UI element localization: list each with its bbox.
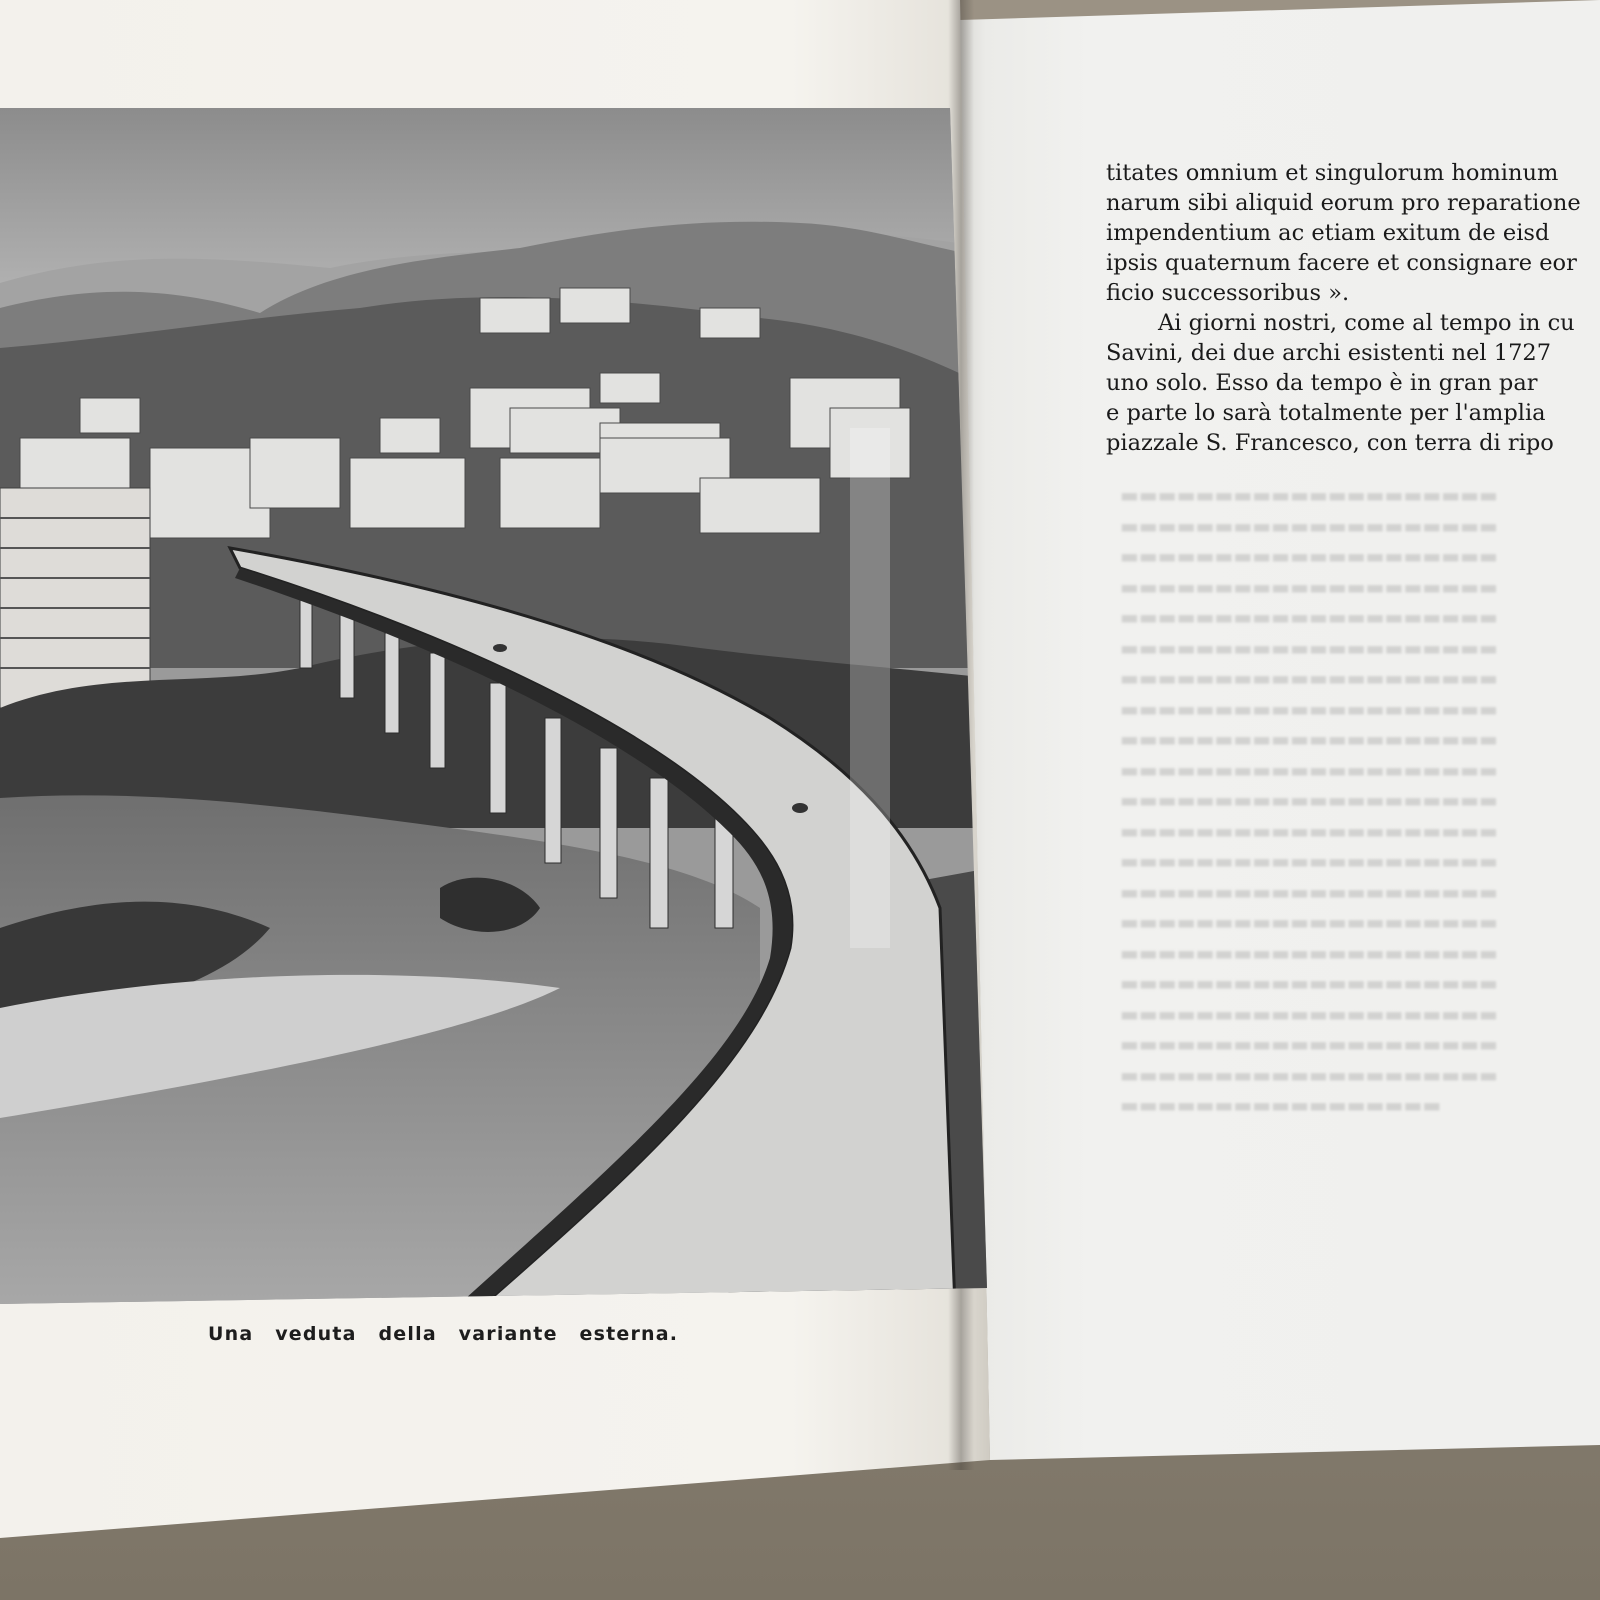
ghost-line: ▬▬▬▬▬▬▬▬▬▬▬▬▬▬▬▬▬▬▬▬ — [1120, 544, 1498, 568]
text-line: Savini, dei due archi esistenti nel 1727 — [1106, 340, 1552, 366]
apartment-block — [0, 488, 150, 708]
ghost-line: ▬▬▬▬▬▬▬▬▬▬▬▬▬▬▬▬▬▬▬▬ — [1120, 757, 1498, 782]
right-page-text — [1106, 158, 1600, 458]
ghost-line: ▬▬▬▬▬▬▬▬▬▬▬▬▬▬▬▬▬▬▬▬ — [1120, 1032, 1498, 1056]
text-line: narum sibi aliquid eorum pro reparatione — [1106, 190, 1581, 216]
ghost-line: ▬▬▬▬▬▬▬▬▬▬▬▬▬▬▬▬▬▬▬▬ — [1120, 513, 1498, 538]
car — [493, 644, 507, 652]
ghost-line: ▬▬▬▬▬▬▬▬▬▬▬▬▬▬▬▬▬▬▬▬ — [1120, 605, 1498, 629]
car — [792, 803, 808, 813]
text-line: impendentium ac etiam exitum de eisd — [1106, 220, 1550, 246]
ghost-line: ▬▬▬▬▬▬▬▬▬▬▬▬▬▬▬▬▬▬▬▬ — [1120, 1062, 1498, 1087]
ghost-line: ▬▬▬▬▬▬▬▬▬▬▬▬▬▬▬▬▬▬▬▬ — [1120, 940, 1498, 965]
ghost-line: ▬▬▬▬▬▬▬▬▬▬▬▬▬▬▬▬▬▬▬▬ — [1120, 635, 1498, 660]
text-line: ipsis quaternum facere et consignare eor — [1106, 250, 1577, 276]
photo-caption: Una veduta della variante esterna. — [208, 1323, 679, 1345]
text-line: titates omnium et singulorum hominum — [1106, 160, 1559, 186]
photo-illustration — [0, 108, 987, 1304]
ghost-line: ▬▬▬▬▬▬▬▬▬▬▬▬▬▬▬▬▬▬▬▬ — [1120, 483, 1498, 507]
ghost-line: ▬▬▬▬▬▬▬▬▬▬▬▬▬▬▬▬▬▬▬▬ — [1120, 727, 1498, 751]
ghost-line: ▬▬▬▬▬▬▬▬▬▬▬▬▬▬▬▬▬▬▬▬ — [1120, 696, 1498, 721]
ghost-line: ▬▬▬▬▬▬▬▬▬▬▬▬▬▬▬▬▬▬▬▬ — [1120, 1001, 1498, 1026]
text-line: uno solo. Esso da tempo è in gran par — [1106, 370, 1538, 396]
ghost-line: ▬▬▬▬▬▬▬▬▬▬▬▬▬▬▬▬▬▬▬▬ — [1120, 879, 1498, 904]
ghost-line: ▬▬▬▬▬▬▬▬▬▬▬▬▬▬▬▬▬ — [1120, 1093, 1442, 1117]
ghost-line: ▬▬▬▬▬▬▬▬▬▬▬▬▬▬▬▬▬▬▬▬ — [1120, 818, 1498, 843]
ghost-line: ▬▬▬▬▬▬▬▬▬▬▬▬▬▬▬▬▬▬▬▬ — [1120, 971, 1498, 995]
viaduct-photo — [0, 108, 987, 1304]
text-line: e parte lo sarà totalmente per l'amplia — [1106, 400, 1546, 426]
ghost-line: ▬▬▬▬▬▬▬▬▬▬▬▬▬▬▬▬▬▬▬▬ — [1120, 849, 1498, 873]
ghost-line: ▬▬▬▬▬▬▬▬▬▬▬▬▬▬▬▬▬▬▬▬ — [1120, 910, 1498, 934]
ghost-line: ▬▬▬▬▬▬▬▬▬▬▬▬▬▬▬▬▬▬▬▬ — [1120, 574, 1498, 599]
glare — [850, 428, 890, 948]
text-line: Ai giorni nostri, come al tempo in cu — [1158, 310, 1575, 336]
text-line: ficio successoribus ». — [1106, 280, 1350, 306]
ghost-line: ▬▬▬▬▬▬▬▬▬▬▬▬▬▬▬▬▬▬▬▬ — [1120, 788, 1498, 812]
text-line: piazzale S. Francesco, con terra di ripo — [1106, 430, 1554, 456]
ghost-line: ▬▬▬▬▬▬▬▬▬▬▬▬▬▬▬▬▬▬▬▬ — [1120, 666, 1498, 690]
show-through-text — [1120, 480, 1600, 1121]
